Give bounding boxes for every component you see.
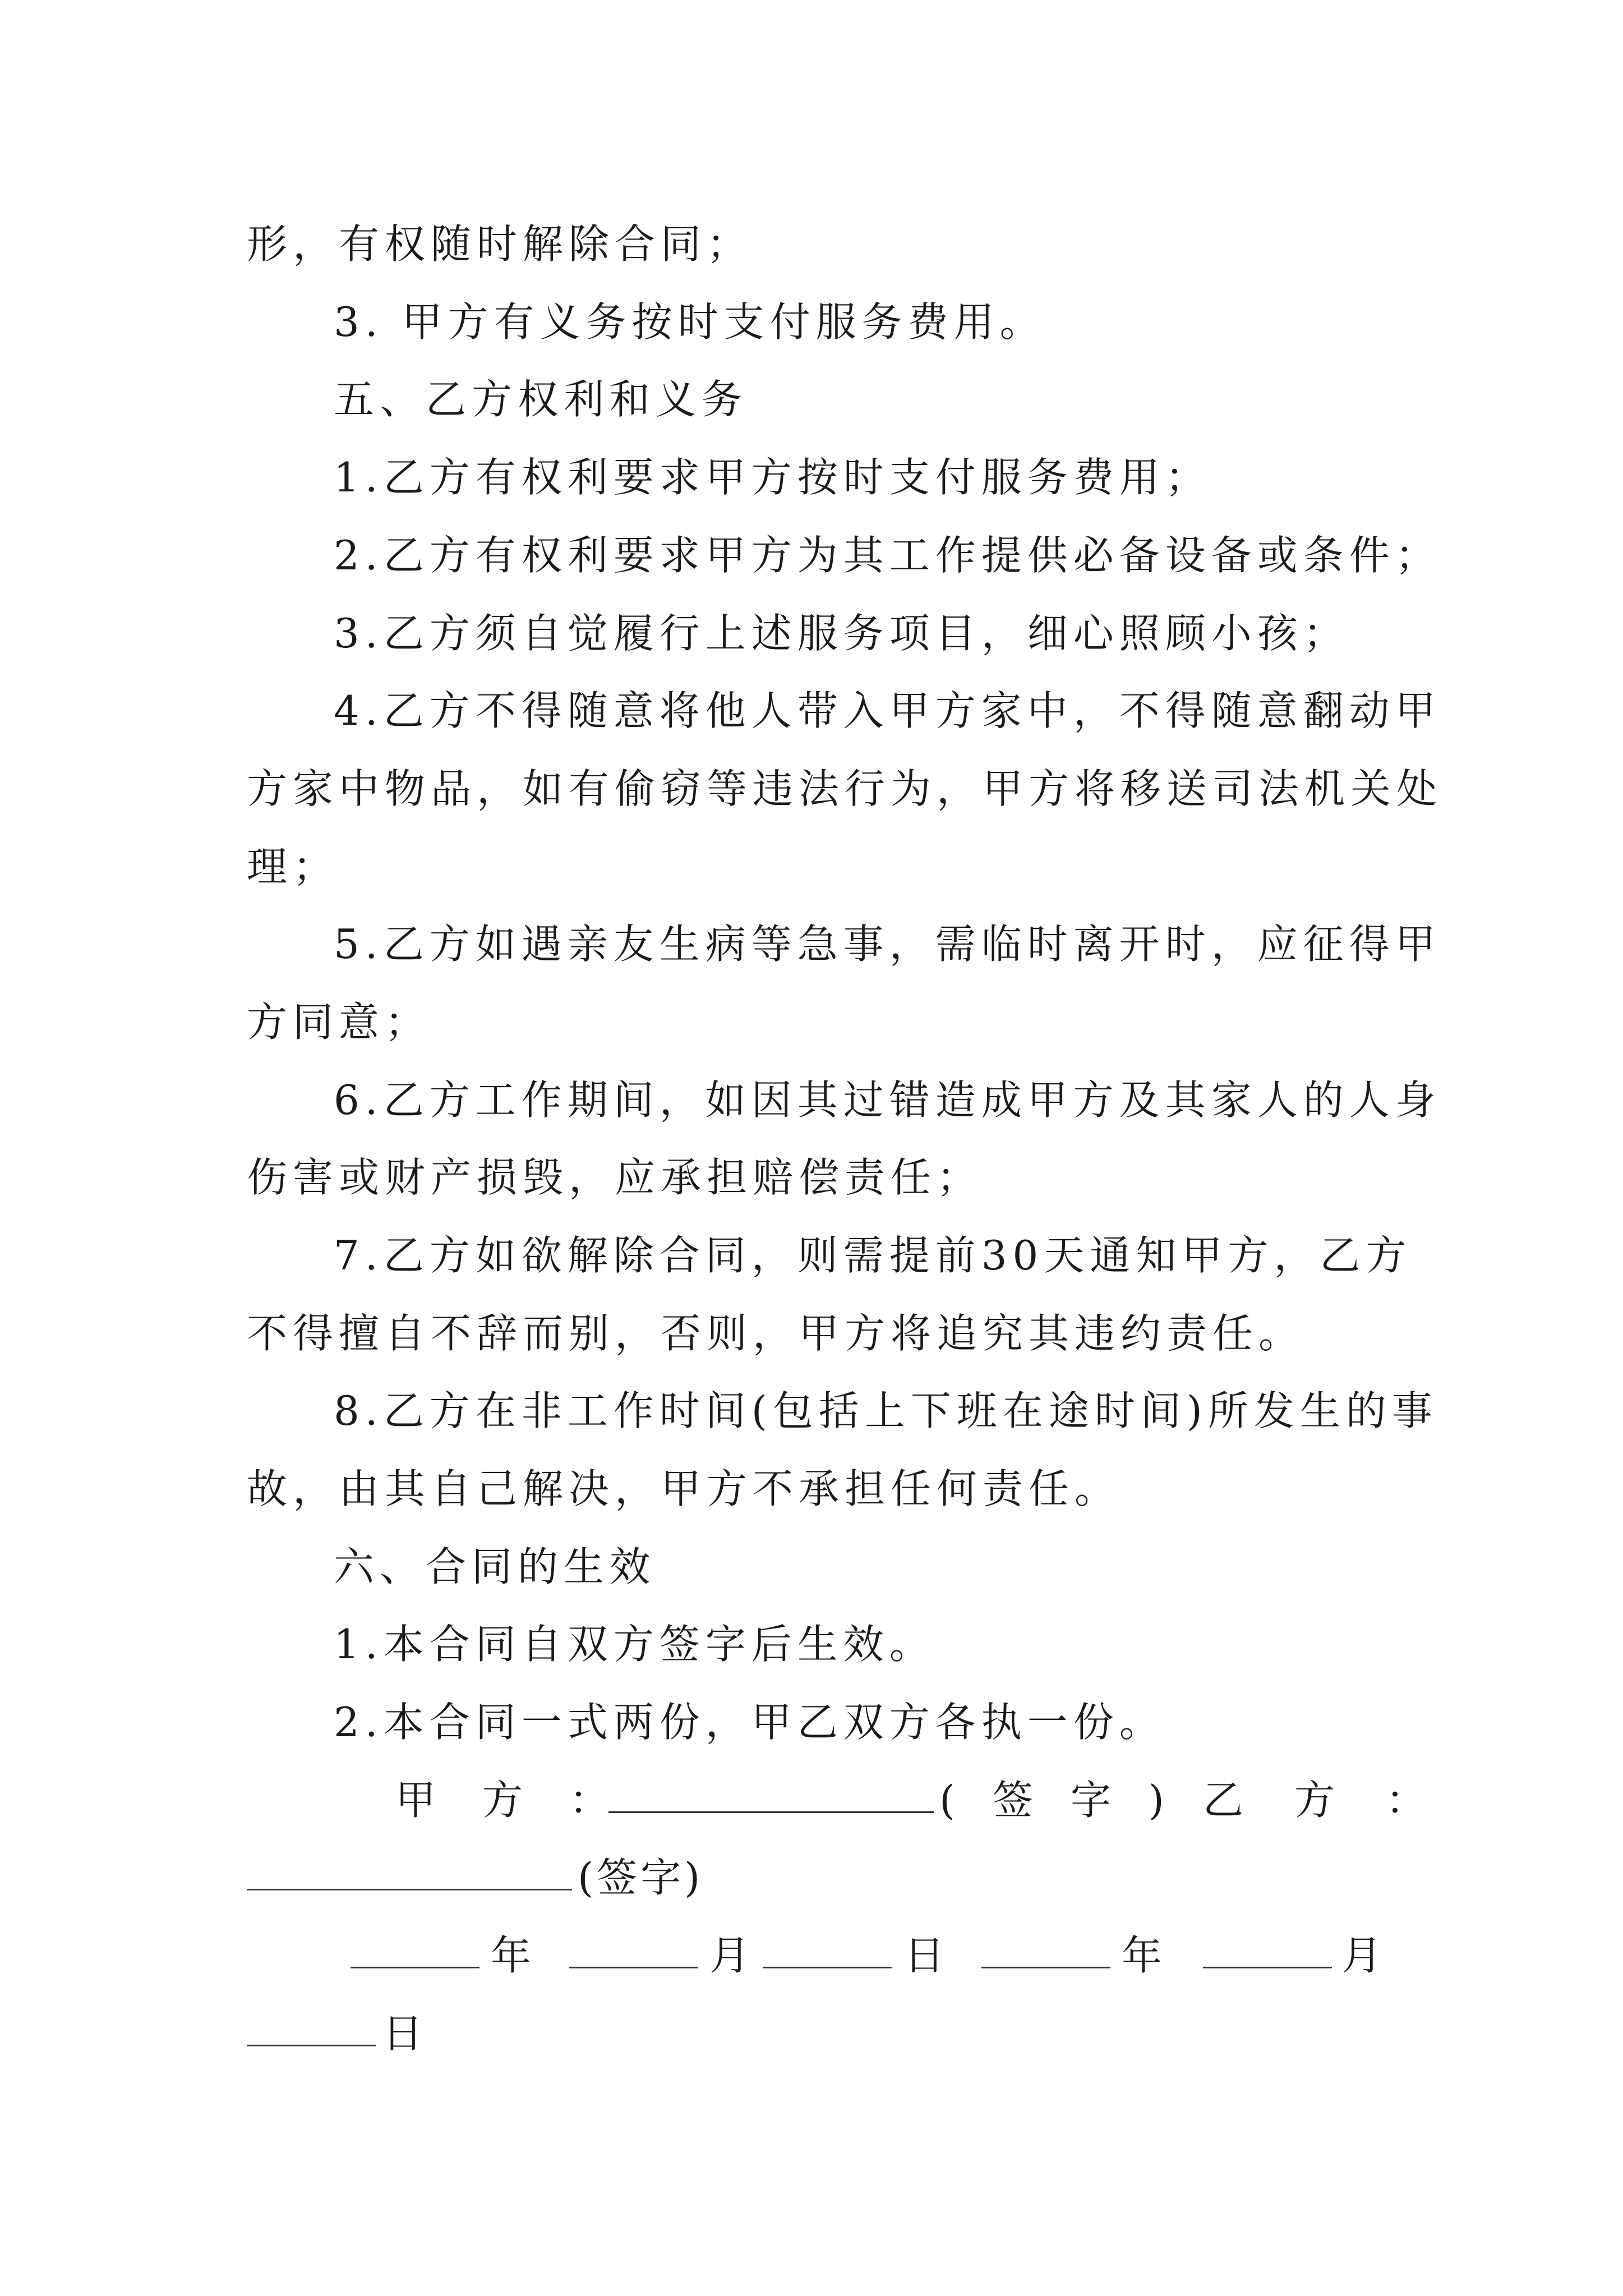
text-line-1: 形，有权随时解除合同； <box>247 220 753 268</box>
text-line-8: 方家中物品，如有偷窃等违法行为，甲方将移送司法机关处 <box>247 765 1443 812</box>
day-label-a: 日 <box>904 1932 945 1979</box>
month-label-b: 月 <box>1341 1932 1382 1979</box>
text-line-15: 不得擅自不辞而别，否则，甲方将追究其违约责任。 <box>247 1310 1305 1357</box>
text-line-16: 8.乙方在非工作时间(包括上下班在途时间)所发生的事 <box>334 1387 1438 1434</box>
day-blank-a <box>763 1927 892 1968</box>
signature-row-2 <box>0 1849 1623 1906</box>
signature-row-1 <box>0 1772 1623 1828</box>
sign-note-a: ( 签 字 ) <box>939 1777 1177 1824</box>
sign-note-b: (签字) <box>578 1854 704 1901</box>
day-blank-b <box>247 2005 376 2046</box>
text-line-13: 伤害或财产损毁，应承担赔偿责任； <box>247 1154 983 1201</box>
year-blank-a <box>351 1927 479 1968</box>
year-blank-b <box>981 1927 1110 1968</box>
text-line-17: 故，由其自己解决，甲方不承担任何责任。 <box>247 1465 1121 1512</box>
month-blank-b <box>1203 1927 1332 1968</box>
party-b-signature-blank <box>247 1849 572 1890</box>
date-row-1 <box>0 1927 1623 1984</box>
day-label-b: 日 <box>382 2010 423 2057</box>
text-line-5: 2.乙方有权利要求甲方为其工作提供必备设备或条件； <box>334 532 1441 579</box>
year-label-b: 年 <box>1122 1932 1163 1979</box>
month-label-a: 月 <box>709 1932 750 1979</box>
year-label-a: 年 <box>491 1932 532 1979</box>
section-heading-6: 六、合同的生效 <box>334 1543 656 1590</box>
party-a-label: 甲 方 ： <box>395 1777 626 1824</box>
date-row-2 <box>0 2005 1623 2062</box>
text-line-9: 理； <box>247 843 339 890</box>
month-blank-a <box>569 1927 698 1968</box>
text-line-11: 方同意； <box>247 999 431 1046</box>
party-a-signature-blank <box>608 1772 934 1813</box>
text-line-10: 5.乙方如遇亲友生病等急事，需临时离开时，应征得甲 <box>334 921 1441 968</box>
text-line-19: 1.本合同自双方签字后生效。 <box>334 1621 935 1668</box>
text-line-4: 1.乙方有权利要求甲方按时支付服务费用； <box>334 454 1211 501</box>
party-b-label: 乙 方 ： <box>1203 1777 1445 1824</box>
text-line-14: 7.乙方如欲解除合同，则需提前30天通知甲方，乙方 <box>334 1232 1412 1279</box>
text-line-2: 3. 甲方有义务按时支付服务费用。 <box>334 298 1046 346</box>
section-heading-5: 五、乙方权利和义务 <box>334 376 748 423</box>
text-line-6: 3.乙方须自觉履行上述服务项目，细心照顾小孩； <box>334 610 1349 657</box>
text-line-20: 2.本合同一式两份，甲乙双方各执一份。 <box>334 1699 1165 1746</box>
text-line-12: 6.乙方工作期间，如因其过错造成甲方及其家人的人身 <box>334 1076 1441 1124</box>
text-line-7: 4.乙方不得随意将他人带入甲方家中，不得随意翻动甲 <box>334 687 1441 734</box>
